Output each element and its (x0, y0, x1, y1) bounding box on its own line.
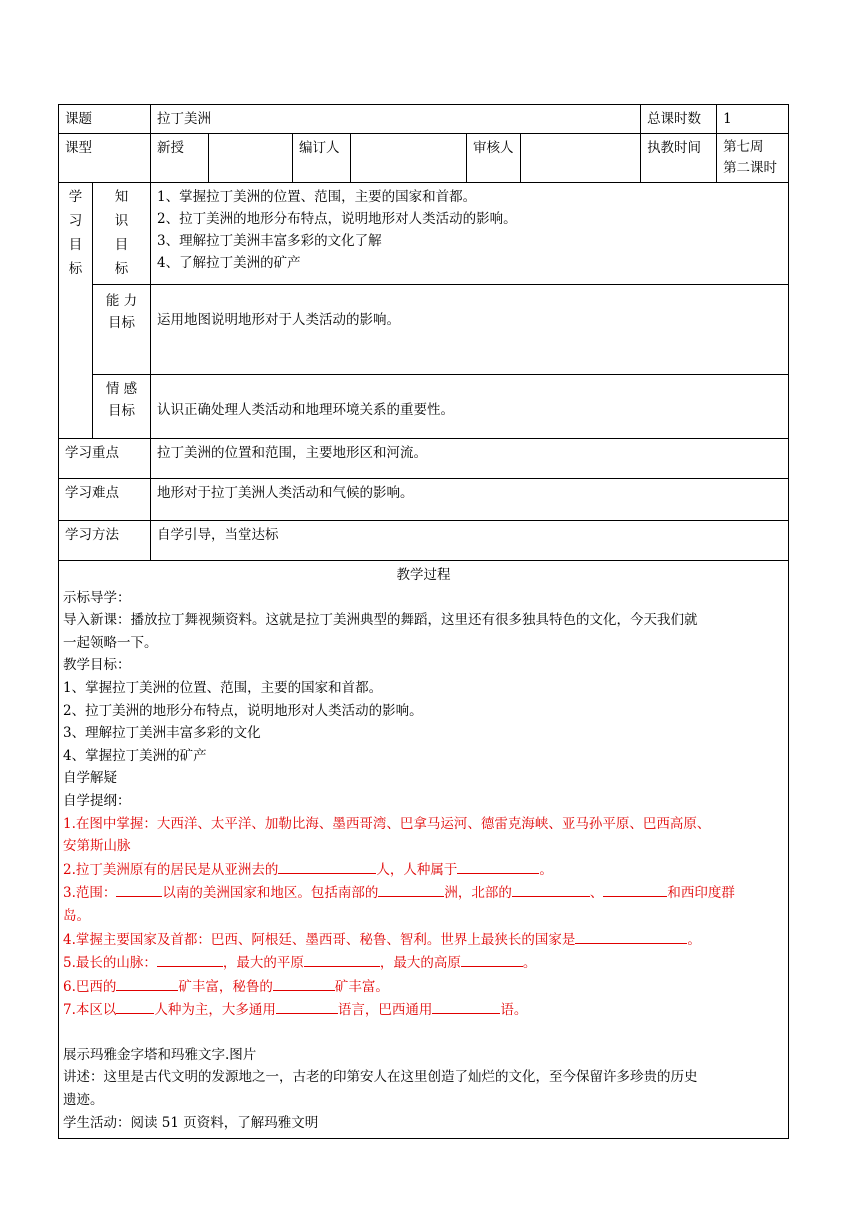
topic-value: 拉丁美洲 (151, 105, 641, 134)
emotion-objective-text: 认识正确处理人类活动和地理环境关系的重要性。 (157, 402, 454, 418)
knowledge-item: 2、拉丁美洲的地形分布特点，说明地形对人类活动的影响。 (157, 211, 517, 227)
exec-time-label: 执教时间 (641, 134, 717, 183)
answer-blank (157, 951, 223, 967)
objectives-char-2: 习 (68, 213, 83, 229)
method-row (59, 521, 789, 561)
answer-blank (575, 928, 687, 944)
outline-heading: 自学提纲： (63, 792, 131, 809)
process-title: 教学过程 (396, 567, 451, 583)
lesson-plan-page (58, 104, 788, 1139)
answer-blank (116, 975, 178, 991)
question-4 (63, 928, 784, 952)
ability-objective-label (93, 285, 151, 375)
key-point-label: 学习重点 (59, 439, 151, 479)
lecture-line-2: 遗迹。 (63, 1092, 104, 1109)
knowledge-objective-label (93, 183, 151, 285)
knowledge-char-2: 识 (114, 213, 129, 229)
knowledge-char-1: 知 (114, 189, 129, 205)
emotion-label-line2: 目标 (108, 403, 135, 419)
key-point-text: 拉丁美洲的位置和范围，主要地形区和河流。 (151, 439, 789, 479)
answer-blank (278, 858, 376, 874)
difficulty-label: 学习难点 (59, 479, 151, 521)
answer-blank (432, 998, 500, 1014)
goal-item: 4、掌握拉丁美洲的矿产 (63, 747, 207, 764)
knowledge-char-3: 目 (114, 237, 129, 253)
reviewer-label: 审核人 (467, 134, 521, 183)
knowledge-objective-content (151, 183, 789, 285)
ability-objective-content (151, 285, 789, 375)
intro-line-1: 导入新课：播放拉丁舞视频资料。这就是拉丁美洲典型的舞蹈，这里还有很多独具特色的文化，今天我们就 (63, 612, 698, 629)
answer-blank (304, 951, 380, 967)
answer-blank (276, 998, 338, 1014)
question-1-line-1: 1.在图中掌握：大西洋、太平洋、加勒比海、墨西哥湾、巴拿马运河、德雷克海峡、亚马孙平原、巴西高原、 (63, 815, 711, 832)
answer-blank (116, 998, 154, 1014)
show-line: 展示玛雅金字塔和玛雅文字.图片 (63, 1046, 257, 1063)
answer-blank (457, 858, 539, 874)
lesson-plan-table (58, 104, 789, 1139)
q5-text-d: 。 (522, 955, 537, 972)
q3-text-b: 以南的美洲国家和地区。包括南部的 (162, 885, 379, 902)
type-extra-cell (209, 134, 293, 183)
question-3-line-2: 岛。 (63, 907, 90, 924)
process-row (59, 561, 789, 1139)
blank-line (63, 1022, 784, 1044)
editor-value (351, 134, 467, 183)
objectives-char-3: 目 (68, 237, 83, 253)
q7-text-c: 语言，巴西通用 (337, 1002, 433, 1019)
emotion-objective-row (59, 375, 789, 439)
total-hours-label: 总课时数 (641, 105, 717, 134)
q6-text-a: 6.巴西的 (63, 978, 117, 995)
emotion-objective-label (93, 375, 151, 439)
q3-text-e: 和西印度群 (667, 885, 735, 902)
topic-label: 课题 (59, 105, 151, 134)
exec-time-value (717, 134, 789, 183)
guide-heading: 示标导学： (63, 589, 131, 606)
type-value: 新授 (151, 134, 209, 183)
self-study-heading: 自学解疑 (63, 770, 117, 787)
total-hours-value: 1 (717, 105, 789, 134)
goal-item: 1、掌握拉丁美洲的位置、范围，主要的国家和首都。 (63, 679, 383, 696)
ability-label-line1: 能 力 (105, 293, 138, 309)
question-7 (63, 998, 784, 1022)
objectives-char-4: 标 (68, 261, 83, 277)
q4-text-b: 。 (687, 931, 701, 948)
knowledge-item: 3、理解拉丁美洲丰富多彩的文化了解 (157, 233, 382, 249)
intro-line-2: 一起领略一下。 (63, 634, 158, 651)
goal-item: 3、理解拉丁美洲丰富多彩的文化 (63, 725, 261, 742)
emotion-objective-content (151, 375, 789, 439)
method-text: 自学引导，当堂达标 (151, 521, 789, 561)
objectives-group-label (59, 183, 93, 439)
question-6 (63, 975, 784, 999)
question-2 (63, 858, 784, 882)
exec-time-week: 第七周 (723, 139, 764, 155)
q5-text-a: 5.最长的山脉： (63, 955, 157, 972)
answer-blank (273, 975, 335, 991)
emotion-label-line1: 情 感 (105, 381, 138, 397)
knowledge-item: 4、了解拉丁美洲的矿产 (157, 255, 301, 271)
question-1-line-2: 安第斯山脉 (63, 838, 131, 855)
goals-heading: 教学目标： (63, 657, 131, 674)
answer-blank (512, 881, 590, 897)
process-content (59, 561, 789, 1139)
q2-text-a: 2.拉丁美洲原有的居民是从亚洲去的 (63, 861, 279, 878)
topic-row (59, 105, 789, 134)
knowledge-objective-row (59, 183, 789, 285)
answer-blank (603, 881, 667, 897)
objectives-char-1: 学 (68, 189, 83, 205)
knowledge-item: 1、掌握拉丁美洲的位置、范围，主要的国家和首都。 (157, 189, 477, 205)
goal-item: 2、拉丁美洲的地形分布特点，说明地形对人类活动的影响。 (63, 702, 423, 719)
activity-line: 学生活动：阅读 51 页资料，了解玛雅文明 (63, 1114, 319, 1131)
answer-blank (461, 951, 523, 967)
method-label: 学习方法 (59, 521, 151, 561)
q3-text-a: 3.范围： (63, 885, 117, 902)
lecture-line-1: 讲述：这里是古代文明的发源地之一，古老的印第安人在这里创造了灿烂的文化，至今保留许多珍贵的历史 (63, 1069, 698, 1086)
editor-label: 编订人 (293, 134, 351, 183)
difficulty-text: 地形对于拉丁美洲人类活动和气候的影响。 (151, 479, 789, 521)
q7-text-d: 语。 (500, 1002, 528, 1019)
key-point-row (59, 439, 789, 479)
q5-text-b: ，最大的平原 (222, 955, 304, 972)
q5-text-c: ，最大的高原 (379, 955, 461, 972)
exec-time-period: 第二课时 (723, 160, 778, 176)
ability-label-line2: 目标 (108, 315, 135, 331)
q4-text-a: 4.掌握主要国家及首都：巴西、阿根廷、墨西哥、秘鲁、智利。世界上最狭长的国家是 (63, 931, 576, 948)
difficulty-row (59, 479, 789, 521)
reviewer-value (521, 134, 641, 183)
question-5 (63, 951, 784, 975)
q2-text-c: 。 (539, 861, 553, 878)
q6-text-c: 矿丰富。 (334, 978, 389, 995)
q2-text-b: 人，人种属于 (376, 861, 458, 878)
q7-text-b: 人种为主，大多通用 (154, 1002, 276, 1019)
q6-text-b: 矿丰富，秘鲁的 (178, 978, 273, 995)
ability-objective-text: 运用地图说明地形对于人类活动的影响。 (157, 312, 400, 328)
answer-blank (116, 881, 162, 897)
q3-text-d: 、 (589, 885, 604, 902)
type-label: 课型 (59, 134, 151, 183)
question-3-line-1 (63, 881, 784, 905)
q7-text-a: 7.本区以 (63, 1002, 117, 1019)
q3-text-c: 洲，北部的 (444, 885, 512, 902)
ability-objective-row (59, 285, 789, 375)
info-row (59, 134, 789, 183)
knowledge-char-4: 标 (114, 261, 129, 277)
answer-blank (378, 881, 444, 897)
